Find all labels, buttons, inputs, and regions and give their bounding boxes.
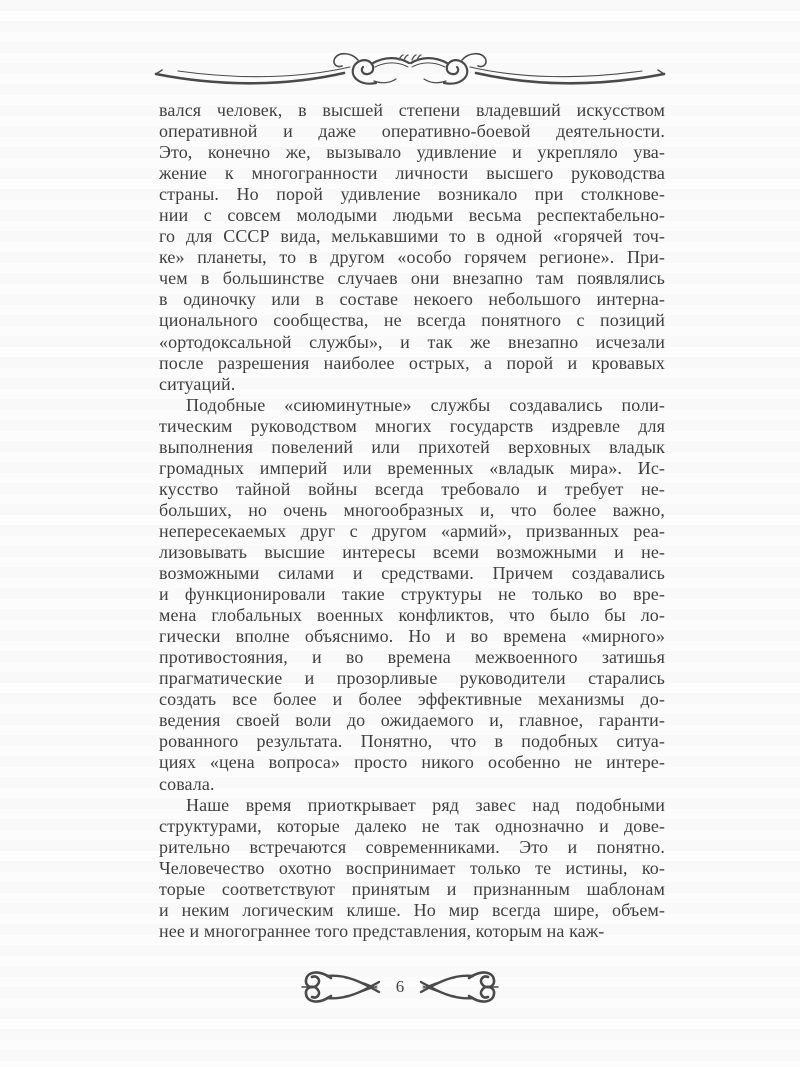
text-line: ведения своей воли до ожидаемого и, главное, гаранти- [159, 710, 665, 731]
text-line: рованного результата. Понятно, что в подобных ситуа- [159, 731, 665, 752]
text-line: го для СССР вида, мелькавшими то в одной «горячей точ- [159, 226, 665, 247]
text-line: циях «цена вопроса» просто никого особенно не интере- [159, 752, 665, 773]
text-line: громадных империй или временных «владык мира». Ис- [159, 457, 665, 478]
flourish-divider-icon [152, 50, 668, 94]
text-column [159, 100, 665, 942]
paragraph [159, 795, 665, 942]
text-line: тическим руководством многих государств издревле для [159, 415, 665, 436]
fleuron-right-icon [419, 961, 499, 1013]
text-line: торые соответствуют принятым и признанным шаблонам [159, 878, 665, 899]
text-line: Человечество охотно воспринимает только те истины, ко- [159, 857, 665, 878]
text-line: чем в большинстве случаев они внезапно там появлялись [159, 268, 665, 289]
text-line: и неким логическим клише. Но мир всегда шире, объем- [159, 899, 665, 920]
text-line: страны. Но порой удивление возникало при столкнове- [159, 184, 665, 205]
text-line: лизовывать высшие интересы всеми возможными и не- [159, 541, 665, 562]
text-line: ционального сообщества, не всегда понятного с позиций [159, 310, 665, 331]
text-line: ситуаций. [159, 373, 236, 394]
text-line: противостояния, и во времена межвоенного затишья [159, 647, 665, 668]
text-line: создать все более и более эффективные механизмы до- [159, 689, 665, 710]
text-line: больших, но очень многообразных и, что более важно, [159, 499, 665, 520]
fleuron-left-icon [301, 961, 381, 1013]
text-line: нии с совсем молодыми людьми весьма респектабельно- [159, 205, 665, 226]
paragraph [159, 395, 665, 795]
text-line: непересекаемых друг с другом «армий», призванных реа- [159, 520, 665, 541]
text-line: нее и многограннее того представления, которым на каж- [159, 920, 605, 941]
text-line: после разрешения наиболее острых, а порой и кровавых [159, 352, 665, 373]
text-line: жение к многогранности личности высшего руководства [159, 163, 665, 184]
text-line: совала. [159, 773, 215, 794]
text-line: «ортодоксальной службы», и так же внезапно исчезали [159, 331, 665, 352]
text-line: кусство тайной войны всегда требовало и требует не- [159, 478, 665, 499]
text-line: и функционировали такие структуры не только во вре- [159, 584, 665, 605]
text-line: структурами, которые далеко не так однозначно и дове- [159, 815, 665, 836]
page-number: 6 [395, 977, 405, 996]
paragraph [159, 100, 665, 395]
text-line: оперативной и даже оперативно-боевой деятельности. [159, 121, 665, 142]
text-line: в одиночку или в составе некоего небольшого интерна- [159, 289, 665, 310]
text-line: рительно встречаются современниками. Это и понятно. [159, 836, 665, 857]
text-line: гически вполне объяснимо. Но и во времена «мирного» [159, 626, 665, 647]
text-line: Это, конечно же, вызывало удивление и укрепляло ува- [159, 142, 665, 163]
text-line: возможными силами и средствами. Причем создавались [159, 563, 665, 584]
text-line: ке» планеты, то в другом «особо горячем регионе». При- [159, 247, 665, 268]
text-line: выполнения повелений или прихотей верховных владык [159, 436, 665, 457]
page-footer [0, 952, 800, 1022]
text-line: Подобные «сиюминутные» службы создавались поли- [186, 394, 665, 415]
text-line: мена глобальных военных конфликтов, что было бы ло- [159, 605, 665, 626]
text-line: вался человек, в высшей степени владевший искусством [159, 100, 665, 120]
text-line: Наше время приоткрывает ряд завес над подобными [186, 794, 665, 815]
text-line: прагматические и прозорливые руководители старались [159, 668, 665, 689]
